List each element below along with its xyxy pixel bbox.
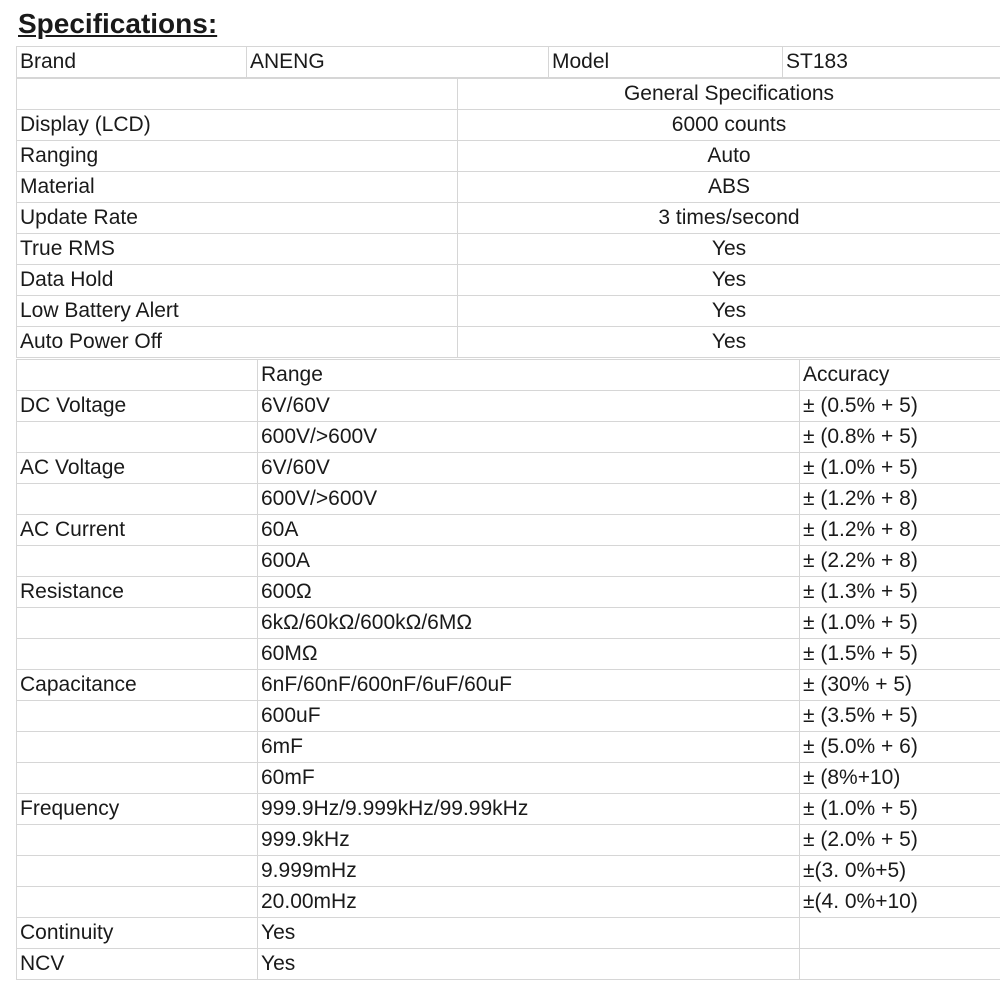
measurement-accuracy: ± (1.5% + 5) — [800, 639, 1000, 670]
measurement-range: 6mF — [258, 732, 800, 763]
measurement-function — [17, 701, 258, 732]
measurement-row — [17, 515, 1000, 546]
spec-label: Display (LCD) — [17, 110, 458, 141]
measurement-function — [17, 732, 258, 763]
measurement-row — [17, 546, 1000, 577]
measurement-row — [17, 825, 1000, 856]
measurement-row — [17, 422, 1000, 453]
spec-label: True RMS — [17, 234, 458, 265]
measurement-accuracy: ± (1.0% + 5) — [800, 794, 1000, 825]
measurement-function: Resistance — [17, 577, 258, 608]
measurement-row — [17, 670, 1000, 701]
measurement-range: 999.9kHz — [258, 825, 800, 856]
measurement-function — [17, 546, 258, 577]
general-spec-row — [17, 203, 1000, 234]
range-header: Range — [258, 360, 800, 391]
measurement-range: 6V/60V — [258, 453, 800, 484]
measurement-function — [17, 856, 258, 887]
measurement-accuracy: ± (1.2% + 8) — [800, 515, 1000, 546]
measurement-range: 600uF — [258, 701, 800, 732]
spec-value: ABS — [458, 172, 1000, 203]
measurement-range: 600V/>600V — [258, 484, 800, 515]
general-spec-row — [17, 327, 1000, 358]
spec-label: Ranging — [17, 141, 458, 172]
general-heading: General Specifications — [458, 79, 1000, 110]
spec-value: 6000 counts — [458, 110, 1000, 141]
spec-label: Low Battery Alert — [17, 296, 458, 327]
measurement-range: 9.999mHz — [258, 856, 800, 887]
measurement-row — [17, 763, 1000, 794]
measurement-range: 6kΩ/60kΩ/600kΩ/6MΩ — [258, 608, 800, 639]
measurement-range: 60mF — [258, 763, 800, 794]
measurement-accuracy: ± (0.8% + 5) — [800, 422, 1000, 453]
measurement-row — [17, 391, 1000, 422]
measurement-accuracy: ± (0.5% + 5) — [800, 391, 1000, 422]
measurement-range: 60MΩ — [258, 639, 800, 670]
measurement-row — [17, 949, 1000, 980]
spec-value: Auto — [458, 141, 1000, 172]
measurement-accuracy: ± (3.5% + 5) — [800, 701, 1000, 732]
measurement-function: NCV — [17, 949, 258, 980]
measurement-accuracy: ± (5.0% + 6) — [800, 732, 1000, 763]
function-header-blank — [17, 360, 258, 391]
spec-label: Data Hold — [17, 265, 458, 296]
measurement-row — [17, 639, 1000, 670]
measurement-row — [17, 608, 1000, 639]
measurement-function — [17, 608, 258, 639]
measurement-accuracy — [800, 918, 1000, 949]
measurement-accuracy: ± (30% + 5) — [800, 670, 1000, 701]
measurement-function: Capacitance — [17, 670, 258, 701]
accuracy-header: Accuracy — [800, 360, 1000, 391]
measurement-range: 600A — [258, 546, 800, 577]
measurement-range: 6nF/60nF/600nF/6uF/60uF — [258, 670, 800, 701]
spec-value: Yes — [458, 234, 1000, 265]
measurement-function — [17, 422, 258, 453]
measurement-accuracy: ± (2.2% + 8) — [800, 546, 1000, 577]
spec-label: Update Rate — [17, 203, 458, 234]
measurement-row — [17, 732, 1000, 763]
spec-value: Yes — [458, 296, 1000, 327]
measurement-function: DC Voltage — [17, 391, 258, 422]
measurement-range: 20.00mHz — [258, 887, 800, 918]
spec-value: Yes — [458, 327, 1000, 358]
measurement-row — [17, 856, 1000, 887]
spec-label: Material — [17, 172, 458, 203]
measurement-range: 60A — [258, 515, 800, 546]
general-spec-row — [17, 110, 1000, 141]
measurement-function — [17, 825, 258, 856]
spec-label: Auto Power Off — [17, 327, 458, 358]
measurement-accuracy: ±(3. 0%+5) — [800, 856, 1000, 887]
general-spec-row — [17, 141, 1000, 172]
general-spec-row — [17, 296, 1000, 327]
measurement-accuracy: ± (2.0% + 5) — [800, 825, 1000, 856]
spec-value: Yes — [458, 265, 1000, 296]
measurement-function — [17, 887, 258, 918]
general-heading-row — [17, 79, 1000, 110]
measurement-function: Continuity — [17, 918, 258, 949]
measurement-accuracy: ± (1.0% + 5) — [800, 608, 1000, 639]
measurement-row — [17, 918, 1000, 949]
brand-model-row — [17, 47, 1000, 78]
measurement-function: AC Current — [17, 515, 258, 546]
measurement-range: Yes — [258, 949, 800, 980]
measurement-accuracy — [800, 949, 1000, 980]
spec-value: 3 times/second — [458, 203, 1000, 234]
measurement-range: Yes — [258, 918, 800, 949]
measurement-accuracy: ± (1.2% + 8) — [800, 484, 1000, 515]
measurement-range: 600V/>600V — [258, 422, 800, 453]
model-value: ST183 — [783, 47, 1000, 78]
general-spec-row — [17, 234, 1000, 265]
measurement-header-row — [17, 360, 1000, 391]
page-title: Specifications: — [18, 8, 218, 39]
brand-value: ANENG — [247, 47, 549, 78]
measurement-accuracy: ± (1.0% + 5) — [800, 453, 1000, 484]
measurement-accuracy: ± (8%+10) — [800, 763, 1000, 794]
measurement-accuracy: ± (1.3% + 5) — [800, 577, 1000, 608]
model-label: Model — [549, 47, 783, 78]
brand-label: Brand — [17, 47, 247, 78]
measurement-table — [16, 359, 1000, 980]
general-heading-blank — [17, 79, 458, 110]
measurement-accuracy: ±(4. 0%+10) — [800, 887, 1000, 918]
measurement-range: 600Ω — [258, 577, 800, 608]
general-specifications-table — [16, 78, 1000, 358]
measurement-function: AC Voltage — [17, 453, 258, 484]
measurement-range: 999.9Hz/9.999kHz/99.99kHz — [258, 794, 800, 825]
measurement-range: 6V/60V — [258, 391, 800, 422]
general-spec-row — [17, 172, 1000, 203]
measurement-row — [17, 701, 1000, 732]
measurement-row — [17, 887, 1000, 918]
measurement-row — [17, 577, 1000, 608]
measurement-row — [17, 453, 1000, 484]
general-spec-row — [17, 265, 1000, 296]
measurement-function — [17, 763, 258, 794]
measurement-row — [17, 484, 1000, 515]
measurement-function — [17, 639, 258, 670]
measurement-function: Frequency — [17, 794, 258, 825]
brand-model-table — [16, 46, 1000, 78]
measurement-row — [17, 794, 1000, 825]
measurement-function — [17, 484, 258, 515]
